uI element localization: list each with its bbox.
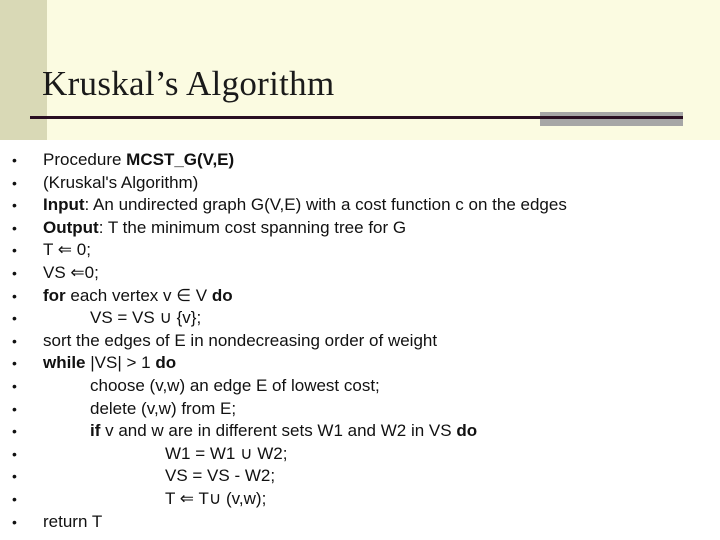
bullet-marker: • <box>12 377 17 394</box>
bullet-marker: • <box>12 400 17 417</box>
slide-title: Kruskal’s Algorithm <box>42 64 335 103</box>
code-line-text <box>43 511 102 534</box>
code-text: v and w are in different sets W1 and W2 in VS <box>100 421 457 441</box>
code-text: delete (v,w) from E; <box>90 398 237 418</box>
code-text: return T <box>43 511 103 531</box>
code-line-text <box>43 172 198 195</box>
code-line-text <box>43 262 99 285</box>
bullet-marker: • <box>12 310 17 327</box>
keyword-text: while <box>43 353 86 373</box>
keyword-text: MCST_G(V,E) <box>126 150 235 169</box>
code-line-text <box>90 307 201 330</box>
code-text: T ⇐ 0; <box>43 240 91 260</box>
title-rule <box>30 116 540 119</box>
code-text: choose (v,w) an edge E of lowest cost; <box>90 375 380 395</box>
code-text: VS ⇐0; <box>43 262 99 282</box>
code-line-text <box>43 330 437 353</box>
keyword-text: for <box>43 285 66 305</box>
code-text: : An undirected graph G(V,E) with a cost function c on the edges <box>84 195 567 215</box>
code-line-text <box>90 420 477 443</box>
code-line-text <box>90 375 380 398</box>
keyword-text: do <box>456 421 478 441</box>
bullet-marker: • <box>12 468 17 485</box>
code-text: VS = VS - W2; <box>165 466 276 486</box>
code-text: VS = VS ∪ {v}; <box>90 308 202 328</box>
bullet-marker: • <box>12 174 17 191</box>
keyword-text: Input <box>43 195 85 215</box>
title-rule-extension <box>540 116 683 119</box>
code-line-text <box>165 443 288 466</box>
bullet-marker: • <box>12 332 17 349</box>
code-text: |VS| > 1 <box>85 353 156 373</box>
title-rule-accent <box>540 112 683 126</box>
code-text: (Kruskal's Algorithm) <box>43 172 199 192</box>
bullet-marker: • <box>12 219 17 236</box>
bullet-marker: • <box>12 242 17 259</box>
bullet-marker: • <box>12 152 17 168</box>
code-text: W1 = W1 ∪ W2; <box>165 443 288 463</box>
code-text: T ⇐ T∪ (v,w); <box>165 488 267 508</box>
bullet-marker: • <box>12 264 17 281</box>
bullet-marker: • <box>12 287 17 304</box>
code-line-text <box>165 465 275 488</box>
code-text: sort the edges of E in nondecreasing order of weight <box>43 330 438 350</box>
code-text: : T the minimum cost spanning tree for G <box>98 217 407 237</box>
bullet-marker: • <box>12 355 17 372</box>
bullet-marker: • <box>12 423 17 440</box>
keyword-text: Output <box>43 217 99 237</box>
code-text: Procedure <box>43 150 127 169</box>
code-line-text <box>90 398 236 421</box>
bullet-marker: • <box>12 445 17 462</box>
code-line-text <box>43 352 176 375</box>
bullet-marker: • <box>12 513 17 530</box>
code-line-text <box>165 488 266 511</box>
code-line-text <box>43 149 234 172</box>
bullet-marker: • <box>12 490 17 507</box>
code-line-text <box>43 285 233 308</box>
bullet-marker: • <box>12 197 17 214</box>
code-text: each vertex v ∈ V <box>65 285 212 305</box>
left-accent-stripe <box>0 0 47 140</box>
code-line-text <box>43 217 406 240</box>
code-line-text <box>43 194 567 217</box>
code-line-text <box>43 239 91 262</box>
keyword-text: if <box>90 421 101 441</box>
keyword-text: do <box>155 353 177 373</box>
keyword-text: do <box>211 285 233 305</box>
